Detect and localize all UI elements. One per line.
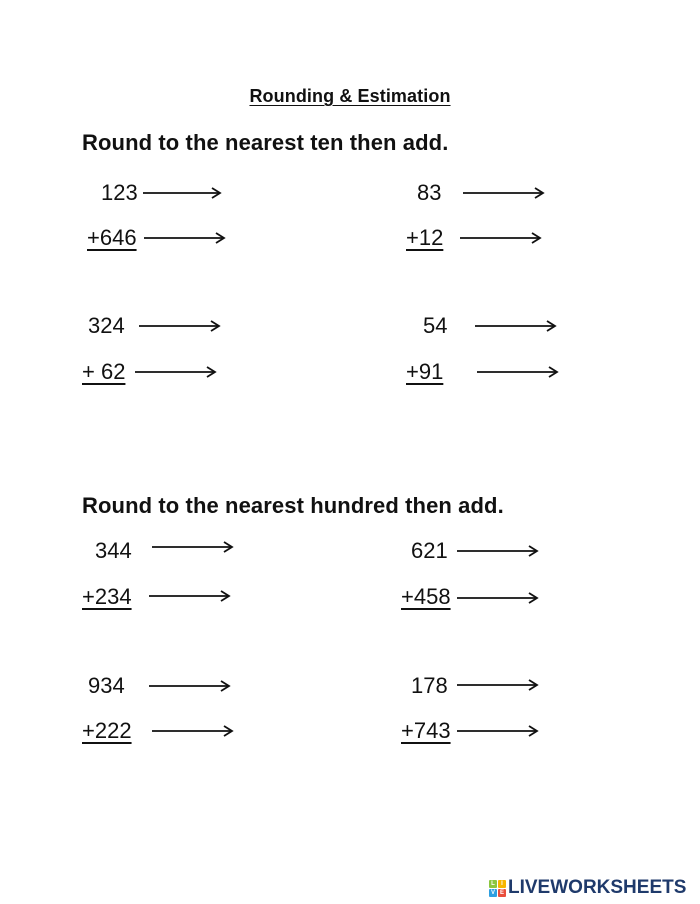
logo-tile: E [499,889,504,896]
addend-bottom: +743 [401,718,451,743]
addend-bottom: +222 [82,718,132,743]
arrow-right-icon [149,679,231,693]
addend-bottom: +12 [406,225,444,250]
addend-bottom: +646 [87,225,137,250]
arrow-right-icon [463,186,545,200]
arrow-right-icon [457,724,539,738]
addend-bottom: +234 [82,584,132,609]
addend-top: 178 [411,673,448,698]
addend-bottom: +91 [406,359,444,384]
arrow-right-icon [460,231,542,245]
addend-top: 344 [95,538,132,563]
addend-top: 324 [88,313,125,338]
arrow-right-icon [457,678,539,692]
arrow-right-icon [144,231,226,245]
logo-tile: V [490,889,495,896]
arrow-right-icon [135,365,217,379]
addend-bottom: +458 [401,584,451,609]
arrow-right-icon [475,319,557,333]
section-heading-ten: Round to the nearest ten then add. [82,130,449,155]
arrow-right-icon [477,365,559,379]
arrow-right-icon [149,589,231,603]
arrow-right-icon [143,186,223,200]
liveworksheets-logo [489,877,686,899]
arrow-right-icon [457,591,539,605]
addend-top: 123 [101,180,138,205]
addend-top: 621 [411,538,448,563]
logo-tile: L [489,880,497,888]
addend-bottom: + 62 [82,359,126,384]
addend-top: 54 [423,313,448,338]
section-heading-hundred: Round to the nearest hundred then add. [82,493,504,518]
addend-top: 83 [417,180,442,205]
addend-top: 934 [88,673,125,698]
arrow-right-icon [152,724,234,738]
arrow-right-icon [152,540,234,554]
page-title: Rounding & Estimation [249,86,451,106]
logo-text: LIVEWORKSHEETS [508,877,687,898]
arrow-right-icon [457,544,539,558]
logo-tile: I [498,880,506,888]
arrow-right-icon [139,319,221,333]
logo-tiles-icon [489,880,506,897]
